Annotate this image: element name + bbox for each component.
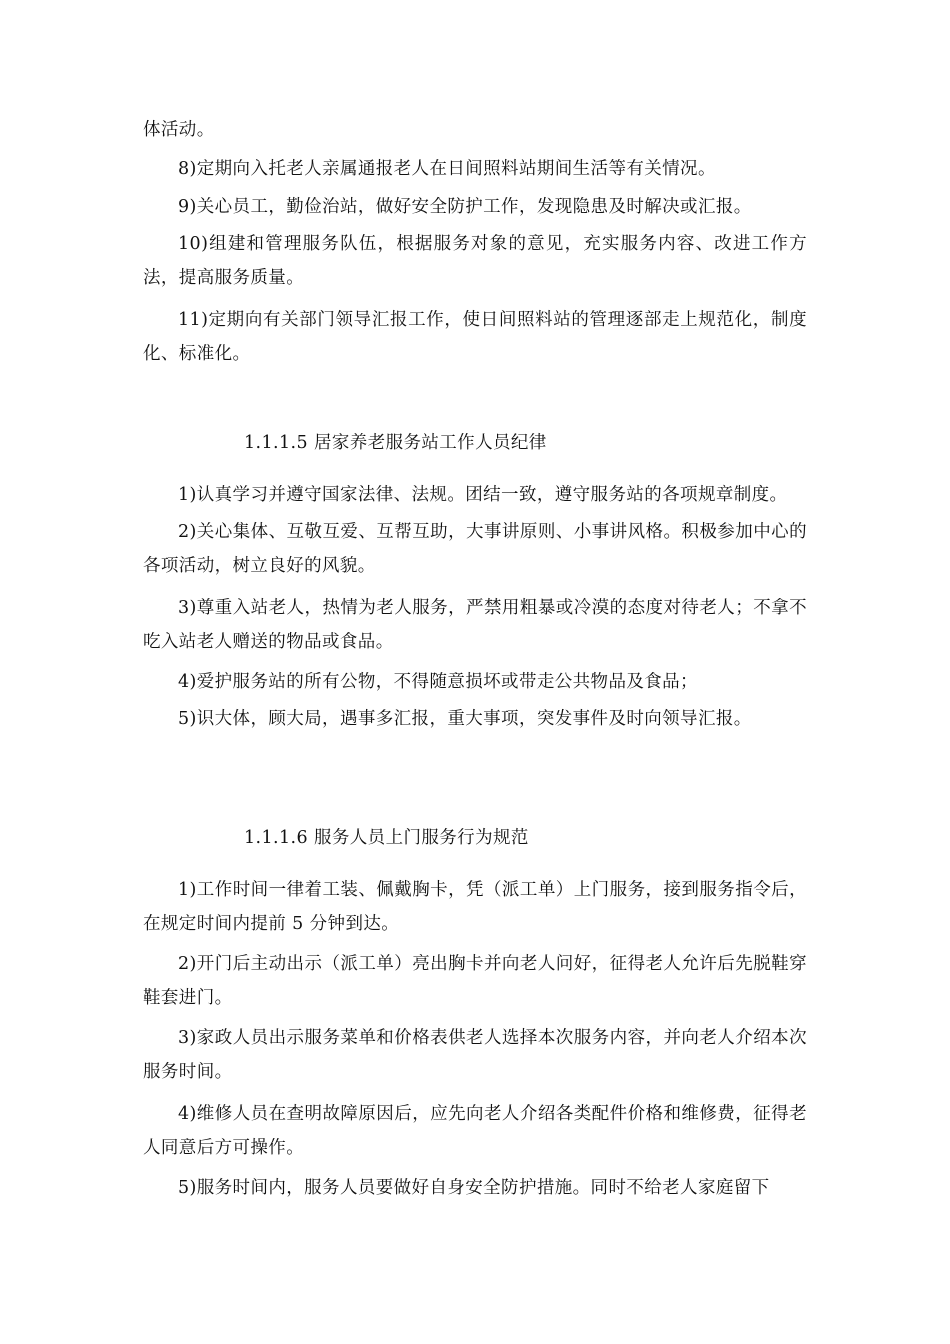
list-item: 5)识大体，顾大局，遇事多汇报，重大事项，突发事件及时向领导汇报。 <box>178 709 752 729</box>
list-item: 3)家政人员出示服务菜单和价格表供老人选择本次服务内容，并向老人介绍本次服务时间。 <box>143 1028 807 1082</box>
list-item: 2)关心集体、互敬互爱、互帮互助，大事讲原则、小事讲风格。积极参加中心的各项活动，树立良好的风貌。 <box>143 522 807 576</box>
section-heading: 1.1.1.6 服务人员上门服务行为规范 <box>244 828 529 848</box>
list-item: 3)尊重入站老人，热情为老人服务，严禁用粗暴或冷漠的态度对待老人；不拿不吃入站老人赠送的物品或食品。 <box>143 598 807 652</box>
list-item: 9)关心员工，勤俭治站，做好安全防护工作，发现隐患及时解决或汇报。 <box>178 197 752 217</box>
list-item: 2)开门后主动出示（派工单）亮出胸卡并向老人问好，征得老人允许后先脱鞋穿鞋套进门。 <box>143 954 807 1008</box>
list-item: 11)定期向有关部门领导汇报工作，使日间照料站的管理逐部走上规范化，制度化、标准化。 <box>143 310 807 364</box>
list-item: 4)维修人员在查明故障原因后，应先向老人介绍各类配件价格和维修费，征得老人同意后方可操作。 <box>143 1104 807 1158</box>
continuation-text: 体活动。 <box>143 120 215 140</box>
list-item: 10)组建和管理服务队伍，根据服务对象的意见，充实服务内容、改进工作方法，提高服务质量。 <box>143 234 807 288</box>
list-item: 1)认真学习并遵守国家法律、法规。团结一致，遵守服务站的各项规章制度。 <box>178 485 788 505</box>
list-item: 5)服务时间内，服务人员要做好自身安全防护措施。同时不给老人家庭留下 <box>178 1178 770 1198</box>
section-heading: 1.1.1.5 居家养老服务站工作人员纪律 <box>244 433 547 453</box>
list-item: 4)爱护服务站的所有公物，不得随意损坏或带走公共物品及食品； <box>178 672 698 692</box>
list-item: 8)定期向入托老人亲属通报老人在日间照料站期间生活等有关情况。 <box>178 159 716 179</box>
list-item: 1)工作时间一律着工装、佩戴胸卡，凭（派工单）上门服务，接到服务指令后，在规定时间内提前 5 分钟到达。 <box>143 880 807 934</box>
